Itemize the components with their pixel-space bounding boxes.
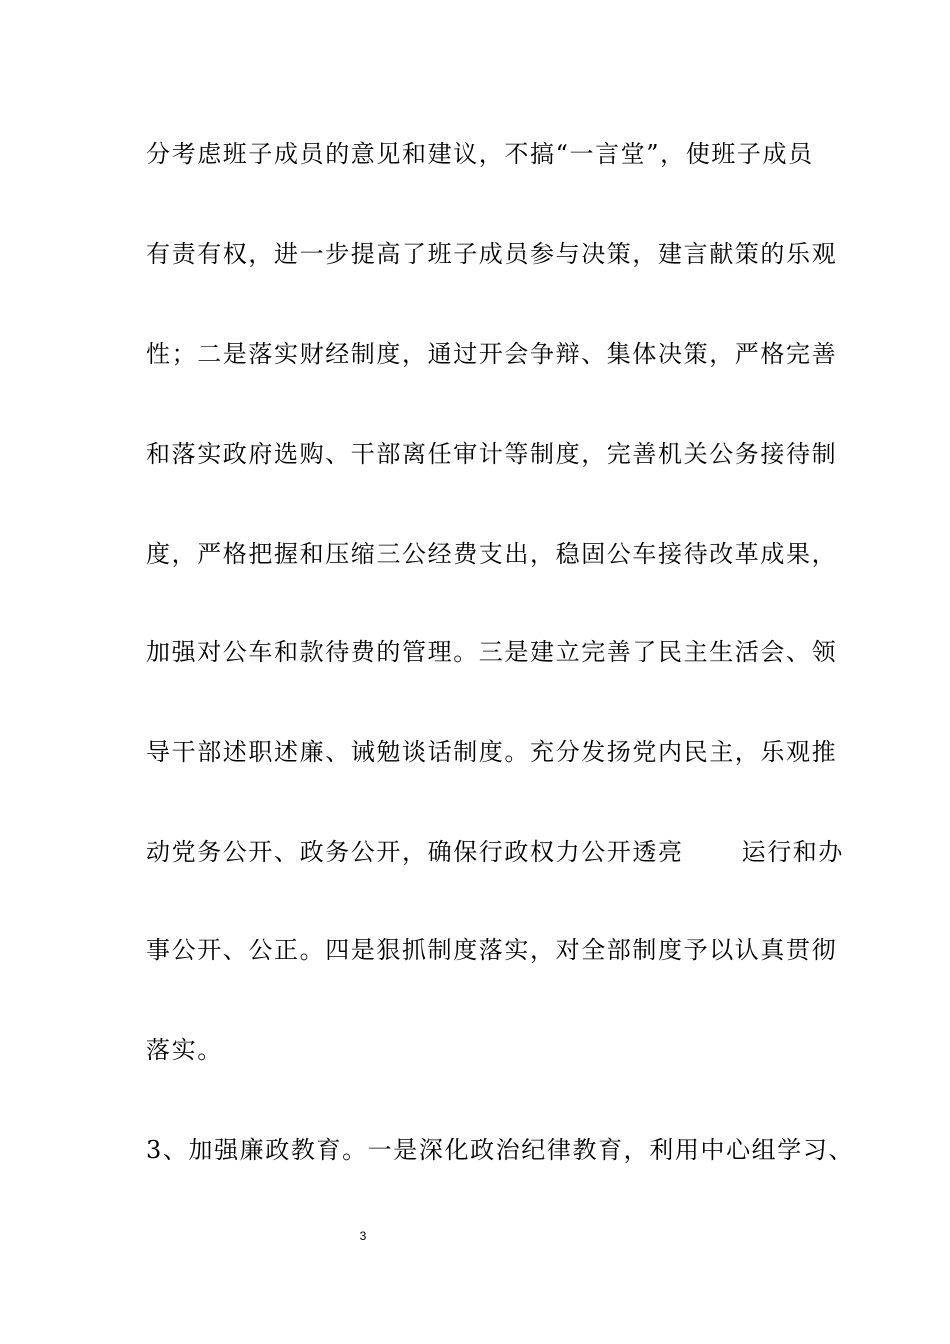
text-line-4: 和落实政府选购、干部离任审计等制度，完善机关公务接待制 [146,440,838,468]
page-number: 3 [359,1229,367,1243]
text-line-7: 导干部述职述廉、诫勉谈话制度。充分发扬党内民主，乐观推 [146,738,838,766]
text-line-6: 加强对公车和款待费的管理。三是建立完善了民主生活会、领 [146,638,838,666]
text-line-8-part-2: 运行和办 [741,838,845,866]
text-line-8-part-1: 动党务公开、政务公开，确保行政权力公开透亮 [146,838,684,866]
text-line-8 [146,836,845,868]
text-line-5: 度，严格把握和压缩三公经费支出，稳固公车接待改革成果， [146,540,838,568]
text-line-3: 性；二是落实财经制度，通过开会争辩、集体决策，严格完善 [146,340,838,368]
text-line-11: 3、加强廉政教育。一是深化政治纪律教育，利用中心组学习、 [146,1136,855,1164]
text-line-1: 分考虑班子成员的意见和建议，不搞“一言堂”，使班子成员 [146,140,814,168]
text-line-2: 有责有权，进一步提高了班子成员参与决策，建言献策的乐观 [146,240,838,268]
text-line-9: 事公开、公正。四是狠抓制度落实，对全部制度予以认真贯彻 [146,936,838,964]
text-line-10: 落实。 [146,1036,223,1064]
